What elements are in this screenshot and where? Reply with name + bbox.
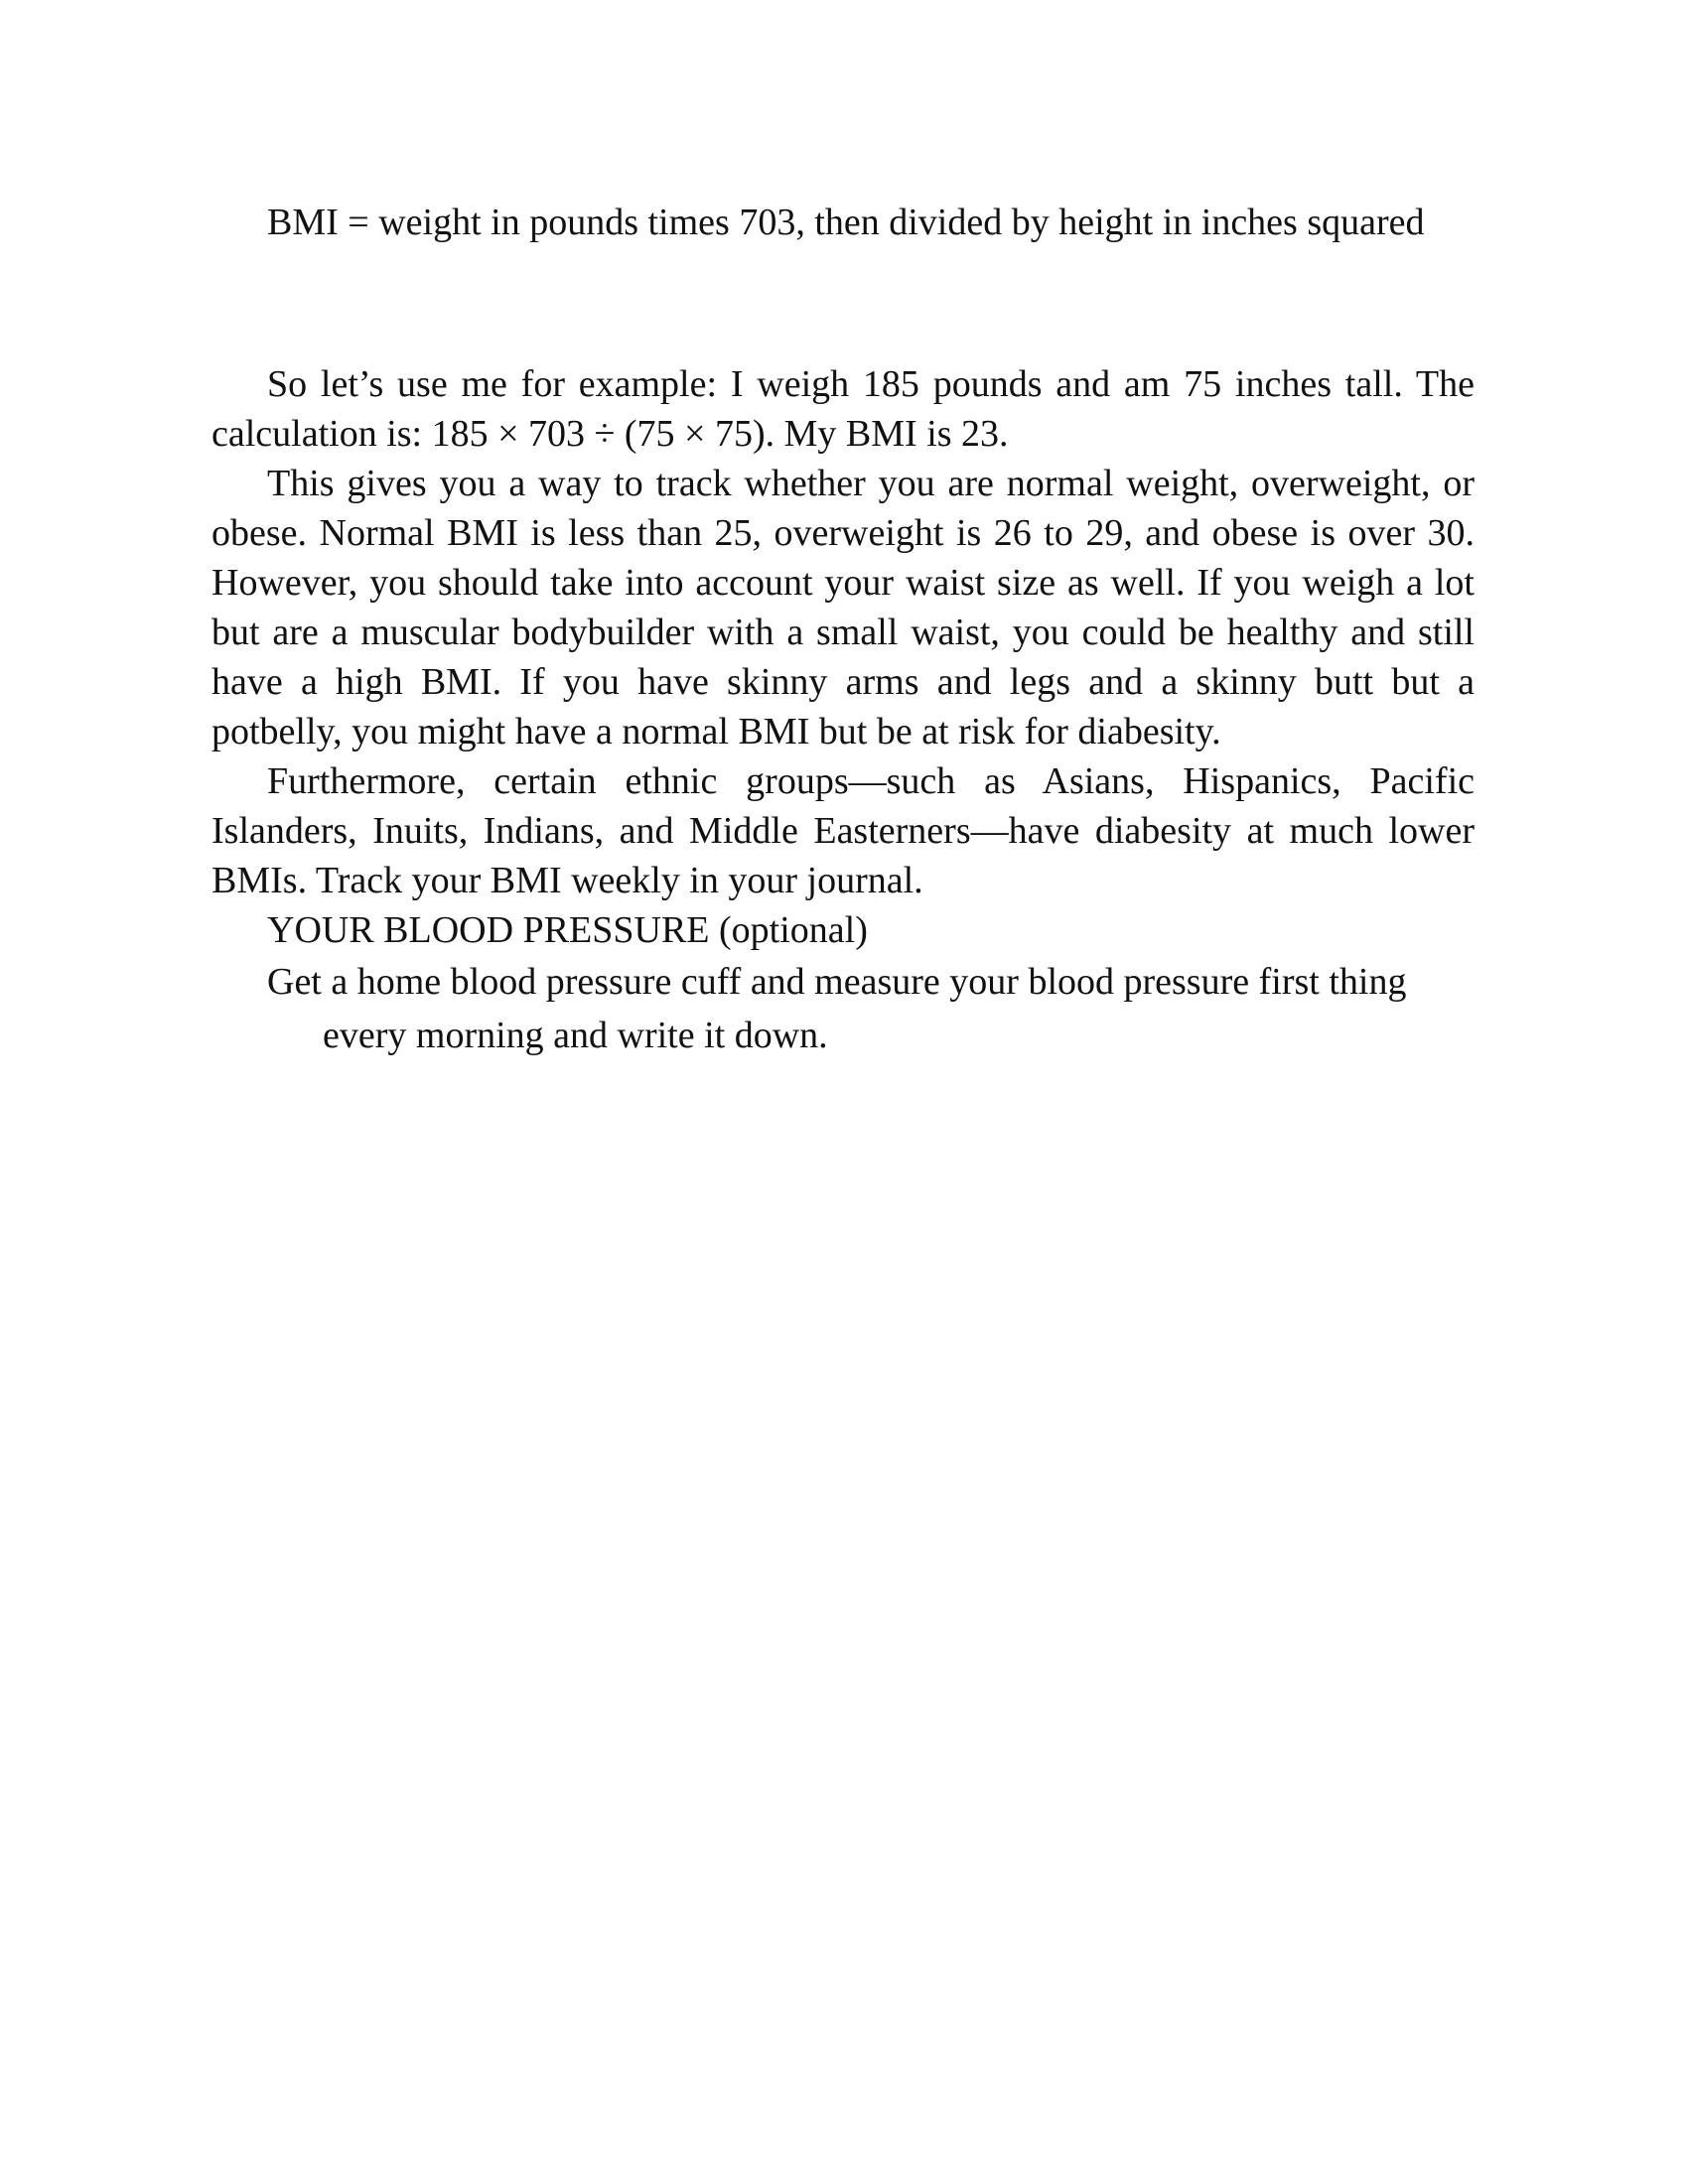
bmi-tracking-paragraph: This gives you a way to track whether you are normal weight, overweight, or obese. Normal BMI is less than 25, overweight is 26 to 29, and obese is over 30. However, you should take into account your waist size as well. If you weigh a lot but are a muscular bodybuilder with a small waist, you could be healthy and still have a high BMI. If you have skinny arms and legs and a skinny butt but a potbelly, you might have a normal BMI but be at risk for diabesity. (211, 463, 1475, 752)
ethnic-groups-paragraph: Furthermore, certain ethnic groups—such as Asians, Hispanics, Pacific Islanders, Inuits, Indians, and Middle Easterners—have diabesity at much lower BMIs. Track your BMI weekly in your journal. (211, 760, 1475, 901)
example-paragraph: So let’s use me for example: I weigh 185 pounds and am 75 inches tall. The calculation is: 185 × 703 ÷ (75 × 75). My BMI is 23. (211, 363, 1475, 455)
blood-pressure-heading: YOUR BLOOD PRESSURE (optional) (267, 909, 868, 951)
body-text (211, 359, 1475, 1062)
blood-pressure-instruction: Get a home blood pressure cuff and measure your blood pressure first thing every morning and write it down. (267, 961, 1407, 1056)
bmi-formula: BMI = weight in pounds times 703, then divided by height in inches squared (267, 202, 1425, 243)
